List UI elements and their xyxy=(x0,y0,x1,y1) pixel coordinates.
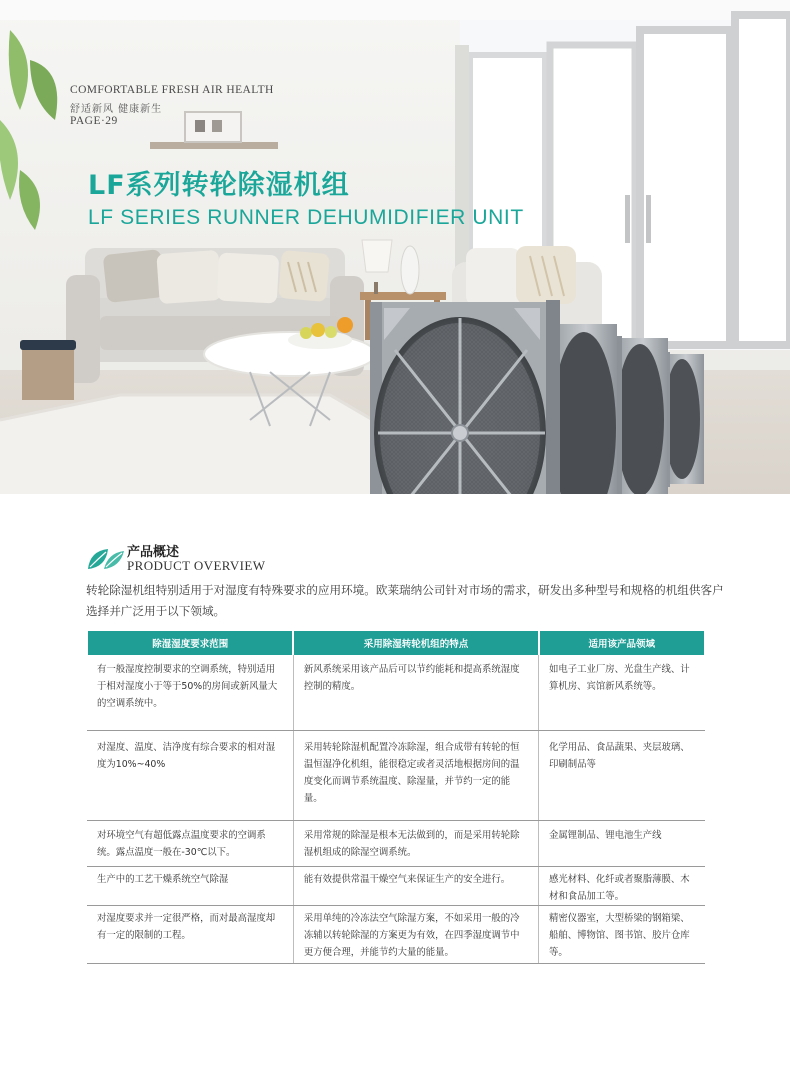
table-cell: 化学用品、食品蔬果、夹层玻璃、印刷制品等 xyxy=(539,730,705,820)
hero-photo xyxy=(0,0,790,494)
header-chinese-tagline: 舒适新风 健康新生 xyxy=(70,104,163,115)
column-header-features: 采用除湿转轮机组的特点 xyxy=(293,631,538,655)
table-cell: 对湿度、温度、洁净度有综合要求的相对湿度为10%~40% xyxy=(87,730,293,820)
page-title-chinese: LF系列转轮除湿机组 xyxy=(88,170,350,201)
section-heading-english: PRODUCT OVERVIEW xyxy=(127,558,266,573)
application-table xyxy=(86,631,706,964)
table-row xyxy=(87,820,705,866)
runner-unit-3 xyxy=(610,336,668,494)
table-cell: 对环境空气有超低露点温度要求的空调系统。露点温度一般在-30℃以下。 xyxy=(87,820,293,866)
table-cell: 采用转轮除湿机配置冷冻除湿，组合成带有转轮的恒温恒湿净化机组，能很稳定或者灵活地根据房间的温度变化而调节系统温度、除湿量，并节约一定的能量。 xyxy=(293,730,538,820)
page-title-english: LF SERIES RUNNER DEHUMIDIFIER UNIT xyxy=(88,206,524,229)
table-cell: 采用常规的除湿是根本无法做到的，而是采用转轮除湿机组成的除湿空调系统。 xyxy=(293,820,538,866)
column-header-humidity-range: 除湿湿度要求范围 xyxy=(87,631,293,655)
table-cell: 有一般湿度控制要求的空调系统，特别适用于相对湿度小于等于50%的房间或新风量大的空调系统中。 xyxy=(87,655,293,730)
intro-paragraph: 转轮除湿机组特别适用于对湿度有特殊要求的应用环境。欧莱瑞纳公司针对市场的需求，研发出多种型号和规格的机组供客户选择并广泛用于以下领域。 xyxy=(86,583,724,618)
table-cell: 对湿度要求并一定很严格，而对最高湿度却有一定的限制的工程。 xyxy=(87,905,293,963)
table-row xyxy=(87,866,705,905)
header-english-tagline: COMFORTABLE FRESH AIR HEALTH xyxy=(70,84,274,96)
living-room-illustration xyxy=(0,0,790,494)
table-cell: 精密仪器室，大型桥梁的钢箱梁、船舶、博物馆、图书馆、胶片仓库等。 xyxy=(539,905,705,963)
table-cell: 能有效提供常温干燥空气来保证生产的安全进行。 xyxy=(293,866,538,905)
table-cell: 生产中的工艺干燥系统空气除湿 xyxy=(87,866,293,905)
table-cell: 金属锂制品、锂电池生产线 xyxy=(539,820,705,866)
table-cell: 如电子工业厂房、光盘生产线、计算机房、宾馆新风系统等。 xyxy=(539,655,705,730)
column-header-applications: 适用该产品领域 xyxy=(539,631,705,655)
page-number: PAGE·29 xyxy=(70,115,118,127)
table-cell: 采用单纯的冷冻法空气除湿方案，不如采用一般的冷冻辅以转轮除湿的方案更为有效，在四季湿度调节中更方便合理，并能节约大量的能量。 xyxy=(293,905,538,963)
table-row xyxy=(87,905,705,963)
table-cell: 新风系统采用该产品后可以节约能耗和提高系统湿度控制的精度。 xyxy=(293,655,538,730)
table-cell: 感光材料、化纤或者聚脂薄膜、木材和食品加工等。 xyxy=(539,866,705,905)
table-row xyxy=(87,655,705,730)
table-row xyxy=(87,730,705,820)
runner-unit-1 xyxy=(370,300,560,494)
table-header-row xyxy=(87,631,705,655)
leaf-icon xyxy=(86,543,126,573)
section-heading-chinese: 产品概述 xyxy=(127,545,180,560)
